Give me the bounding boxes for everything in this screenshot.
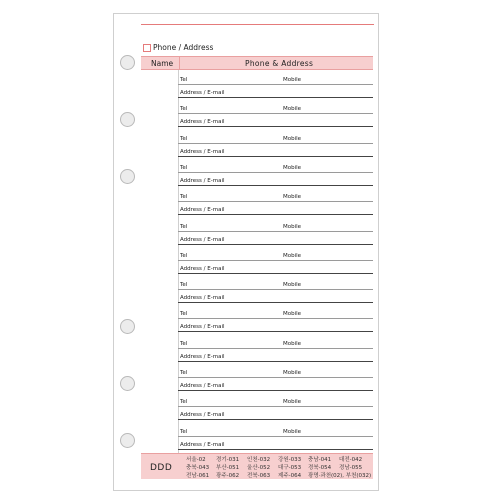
contact-entry[interactable] — [178, 158, 373, 187]
area-code-row — [186, 455, 372, 463]
address-line — [178, 156, 373, 157]
mobile-label: Mobile — [283, 164, 302, 171]
area-code: 부산-051 — [216, 465, 240, 471]
address-line — [178, 449, 373, 450]
address-line — [178, 331, 373, 332]
tel-line — [178, 201, 373, 202]
contact-entry[interactable] — [178, 422, 373, 451]
tel-line — [178, 172, 373, 173]
tel-line — [178, 318, 373, 319]
address-line — [178, 361, 373, 362]
tel-line — [178, 113, 373, 114]
title-checkbox — [143, 44, 151, 52]
address-line — [178, 302, 373, 303]
area-code: 서울-02 — [186, 457, 206, 463]
tel-label: Tel — [180, 106, 188, 113]
contact-entry[interactable] — [178, 304, 373, 333]
area-code: 강원-033 — [278, 457, 302, 463]
tel-line — [178, 260, 373, 261]
tel-label: Tel — [180, 252, 188, 259]
tel-label: Tel — [180, 194, 188, 201]
address-line — [178, 244, 373, 245]
contact-entry[interactable] — [178, 187, 373, 216]
area-code: 경남-055 — [339, 465, 363, 471]
contact-entry[interactable] — [178, 363, 373, 392]
tel-label: Tel — [180, 223, 188, 230]
top-rule — [141, 24, 374, 25]
binder-hole — [120, 433, 135, 448]
mobile-label: Mobile — [283, 135, 302, 142]
binder-hole — [120, 319, 135, 334]
area-code: 충북-043 — [186, 465, 210, 471]
address-label: Address / E-mail — [180, 295, 225, 302]
area-code: 경북-054 — [308, 465, 332, 471]
tel-line — [178, 436, 373, 437]
address-label: Address / E-mail — [180, 412, 225, 419]
area-code-grid — [186, 455, 372, 479]
mobile-label: Mobile — [283, 77, 302, 83]
tel-label: Tel — [180, 77, 188, 83]
tel-label: Tel — [180, 311, 188, 318]
mobile-label: Mobile — [283, 282, 302, 289]
tel-label: Tel — [180, 399, 188, 406]
address-line — [178, 273, 373, 274]
mobile-label: Mobile — [283, 194, 302, 201]
contact-entry[interactable] — [178, 129, 373, 158]
tel-line — [178, 289, 373, 290]
area-code: 경기-031 — [216, 457, 240, 463]
contact-entry[interactable] — [178, 275, 373, 304]
mobile-label: Mobile — [283, 399, 302, 406]
tel-line — [178, 348, 373, 349]
binder-hole — [120, 112, 135, 127]
area-code: 인천-032 — [247, 457, 271, 463]
binder-hole — [120, 55, 135, 70]
tel-label: Tel — [180, 282, 188, 289]
tel-line — [178, 406, 373, 407]
contact-entry[interactable] — [178, 70, 373, 99]
area-code: 전북-063 — [247, 473, 271, 479]
tel-label: Tel — [180, 340, 188, 347]
contact-entry[interactable] — [178, 246, 373, 275]
area-code: 대구-053 — [278, 465, 302, 471]
address-line — [178, 126, 373, 127]
tel-line — [178, 84, 373, 85]
tel-label: Tel — [180, 164, 188, 171]
address-label: Address / E-mail — [180, 90, 225, 96]
area-code: 대전-042 — [339, 457, 363, 463]
address-line — [178, 185, 373, 186]
address-line — [178, 97, 373, 98]
mobile-label: Mobile — [283, 311, 302, 318]
contact-entry[interactable] — [178, 334, 373, 363]
tel-label: Tel — [180, 370, 188, 376]
area-code: 충남-041 — [308, 457, 332, 463]
mobile-label: Mobile — [283, 428, 302, 435]
tel-line — [178, 143, 373, 144]
address-label: Address / E-mail — [180, 148, 225, 155]
tel-line — [178, 377, 373, 378]
tel-line — [178, 231, 373, 232]
area-code: 울산-052 — [247, 465, 271, 471]
table-header — [141, 56, 373, 70]
address-label: Address / E-mail — [180, 353, 225, 360]
header-divider — [179, 57, 180, 69]
header-name: Name — [151, 59, 174, 68]
address-line — [178, 390, 373, 391]
mobile-label: Mobile — [283, 370, 302, 376]
binder-hole — [120, 169, 135, 184]
address-label: Address / E-mail — [180, 207, 225, 214]
area-code: 광주-062 — [216, 473, 240, 479]
header-phone-address: Phone & Address — [245, 59, 314, 68]
mobile-label: Mobile — [283, 340, 302, 347]
address-label: Address / E-mail — [180, 441, 225, 448]
tel-label: Tel — [180, 135, 188, 142]
area-code-row — [186, 471, 372, 479]
contact-entry[interactable] — [178, 217, 373, 246]
contact-entry[interactable] — [178, 99, 373, 128]
contact-entry[interactable] — [178, 392, 373, 421]
ddd-area-codes — [141, 453, 373, 479]
mobile-label: Mobile — [283, 106, 302, 113]
address-label: Address / E-mail — [180, 177, 225, 184]
area-code: 광명·과천(02), 부천(032) — [308, 473, 372, 479]
address-label: Address / E-mail — [180, 383, 225, 389]
binder-hole — [120, 376, 135, 391]
address-line — [178, 419, 373, 420]
address-label: Address / E-mail — [180, 236, 225, 243]
area-code: 전남-061 — [186, 473, 210, 479]
page-title: Phone / Address — [153, 43, 214, 52]
area-code: 제주-064 — [278, 473, 302, 479]
area-code-row — [186, 463, 372, 471]
tel-label: Tel — [180, 428, 188, 435]
mobile-label: Mobile — [283, 252, 302, 259]
ddd-label: DDD — [150, 463, 173, 473]
address-label: Address / E-mail — [180, 265, 225, 272]
address-label: Address / E-mail — [180, 324, 225, 331]
mobile-label: Mobile — [283, 223, 302, 230]
address-label: Address / E-mail — [180, 119, 225, 126]
address-line — [178, 214, 373, 215]
